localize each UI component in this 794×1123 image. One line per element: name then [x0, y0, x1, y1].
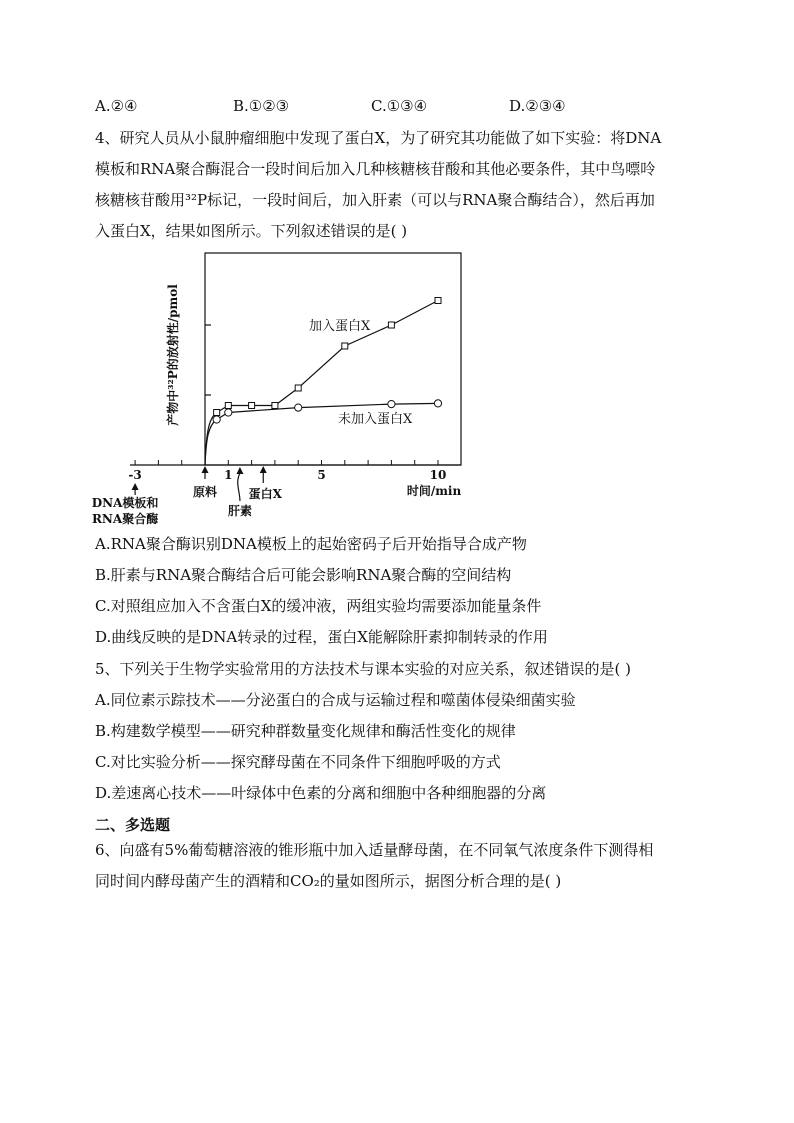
q3-option-a: A.②④ — [95, 97, 138, 115]
q5-option-a: A.同位素示踪技术——分泌蛋白的合成与运输过程和噬菌体侵染细菌实验 — [95, 691, 576, 709]
x-tick-label: 5 — [317, 468, 326, 482]
plot-frame — [205, 253, 461, 465]
q6-stem-line-1: 6、向盛有5%葡萄糖溶液的锥形瓶中加入适量酵母菌，在不同氧气浓度条件下测得相 — [95, 841, 654, 859]
data-point-circle — [388, 401, 395, 408]
data-point-circle — [434, 400, 441, 407]
annotations — [92, 466, 283, 526]
q4-stem-line-2: 模板和RNA聚合酶混合一段时间后加入几种核糖核苷酸和其他必要条件，其中鸟嘌呤 — [95, 160, 656, 178]
q3-option-c: C.①③④ — [371, 97, 428, 115]
q4-option-a: A.RNA聚合酶识别DNA模板上的起始密码子后开始指导合成产物 — [95, 535, 527, 553]
arrow-raw-materials-head — [202, 466, 209, 473]
data-point-square — [388, 322, 394, 328]
q4-option-c: C.对照组应加入不含蛋白X的缓冲液，两组实验均需要添加能量条件 — [95, 597, 542, 615]
q4-stem-line-1: 4、研究人员从小鼠肿瘤细胞中发现了蛋白X，为了研究其功能做了如下实验：将DNA — [95, 129, 662, 147]
q5-option-d: D.差速离心技术——叶绿体中色素的分离和细胞中各种细胞器的分离 — [95, 784, 547, 802]
arrow-heparin-head — [236, 467, 243, 474]
y-axis-label: 产物中³²P的放射性/pmol — [166, 284, 180, 426]
q6-stem-line-2: 同时间内酵母菌产生的酒精和CO₂的量如图所示，据图分析合理的是( ) — [95, 872, 562, 890]
q5-option-c: C.对比实验分析——探究酵母菌在不同条件下细胞呼吸的方式 — [95, 753, 501, 771]
data-point-square — [249, 403, 255, 409]
y-ticks — [205, 325, 211, 395]
data-point-square — [225, 403, 231, 409]
x-ticks — [128, 460, 446, 482]
data-point-circle — [225, 409, 232, 416]
annotation-dna-template-1: DNA模板和 — [91, 496, 159, 510]
q4-option-d: D.曲线反映的是DNA转录的过程，蛋白X能解除肝素抑制转录的作用 — [95, 628, 548, 646]
q5-stem: 5、下列关于生物学实验常用的方法技术与课本实验的对应关系，叙述错误的是( ) — [95, 660, 632, 678]
arrow-dna-template-head — [132, 483, 139, 490]
arrow-protein-x-head — [260, 466, 267, 473]
q4-figure — [90, 245, 480, 530]
section-heading-multiple-choice: 二、多选题 — [95, 816, 171, 834]
annotation-dna-template-2: RNA聚合酶 — [91, 512, 159, 526]
q4-stem-line-3: 核糖核苷酸用³²P标记，一段时间后，加入肝素（可以与RNA聚合酶结合），然后再加 — [95, 191, 655, 209]
x-tick-label: 1 — [224, 468, 233, 482]
x-tick-label: -3 — [128, 468, 142, 482]
q4-stem-line-4: 入蛋白X，结果如图所示。下列叙述错误的是( ) — [95, 222, 408, 240]
data-point-square — [214, 410, 220, 416]
q3-option-d: D.②③④ — [509, 97, 566, 115]
data-point-circle — [295, 404, 302, 411]
annotation-protein-x: 蛋白X — [248, 487, 282, 501]
data-point-square — [342, 343, 348, 349]
arrow-heparin-shaft — [238, 473, 240, 501]
q5-option-b: B.构建数学模型——研究种群数量变化规律和酶活性变化的规律 — [95, 722, 516, 740]
data-point-circle — [213, 416, 220, 423]
data-point-square — [295, 385, 301, 391]
q3-option-b: B.①②③ — [233, 97, 290, 115]
data-point-square — [272, 403, 278, 409]
x-tick-label: 10 — [429, 468, 447, 482]
annotation-raw-materials: 原料 — [192, 485, 218, 499]
series-label-with-x: 加入蛋白X — [309, 319, 371, 334]
annotation-heparin: 肝素 — [227, 504, 252, 518]
q4-option-b: B.肝素与RNA聚合酶结合后可能会影响RNA聚合酶的空间结构 — [95, 566, 512, 584]
x-axis-label: 时间/min — [406, 484, 462, 498]
series-label-without-x: 未加入蛋白X — [338, 412, 413, 427]
data-point-square — [435, 298, 441, 304]
